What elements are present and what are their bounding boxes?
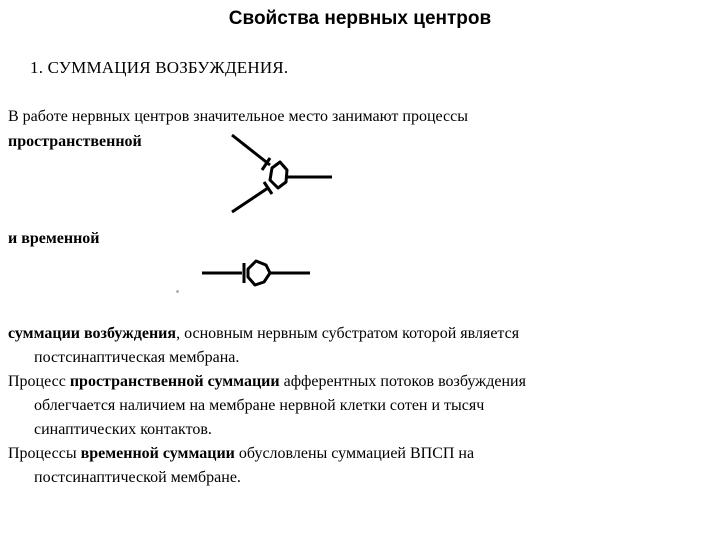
para1-line1: [8, 325, 519, 343]
slide-title: Свойства нервных центров: [228, 8, 492, 29]
para2-line3: синаптических контактов.: [34, 421, 212, 438]
para3-bold: временной суммации: [80, 445, 235, 462]
para1-bold: суммации возбуждения: [8, 325, 177, 342]
spatial-label-text: пространственной: [8, 133, 142, 150]
para1-line2: постсинаптическая мембрана.: [34, 349, 240, 366]
temporal-summation-diagram: [200, 255, 315, 291]
para2-rest: афферентных потоков возбуждения: [279, 373, 526, 390]
afferent-fiber-upper: [232, 135, 270, 165]
para3-rest: обусловлены суммацией ВПСП на: [234, 445, 475, 462]
afferent-fiber-lower: [232, 188, 268, 212]
neuron-body: [270, 162, 287, 188]
spatial-label: [8, 133, 142, 151]
para3-line1: [8, 445, 474, 463]
para3-line2: постсинаптической мембране.: [34, 469, 241, 486]
neuron-body-temporal: [248, 261, 270, 285]
para3-prefix: Процессы: [8, 445, 81, 462]
para1-rest: , основным нервным субстратом которой является: [176, 325, 520, 342]
para2-bold: пространственной суммации: [69, 373, 280, 390]
intro-line: В работе нервных центров значительное место занимают процессы: [8, 108, 468, 125]
para2-prefix: Процесс: [8, 373, 70, 390]
section-heading: 1. СУММАЦИЯ ВОЗБУЖДЕНИЯ.: [30, 58, 289, 77]
para2-line1: [8, 373, 526, 391]
synapse-bar-lower: [264, 182, 272, 194]
temporal-label: [8, 230, 100, 248]
artifact-dot: [176, 290, 179, 293]
para2-line2: облегчается наличием на мембране нервной клетки сотен и тысяч: [34, 397, 485, 414]
spatial-summation-diagram: [220, 130, 340, 220]
temporal-label-text: и временной: [8, 230, 100, 247]
